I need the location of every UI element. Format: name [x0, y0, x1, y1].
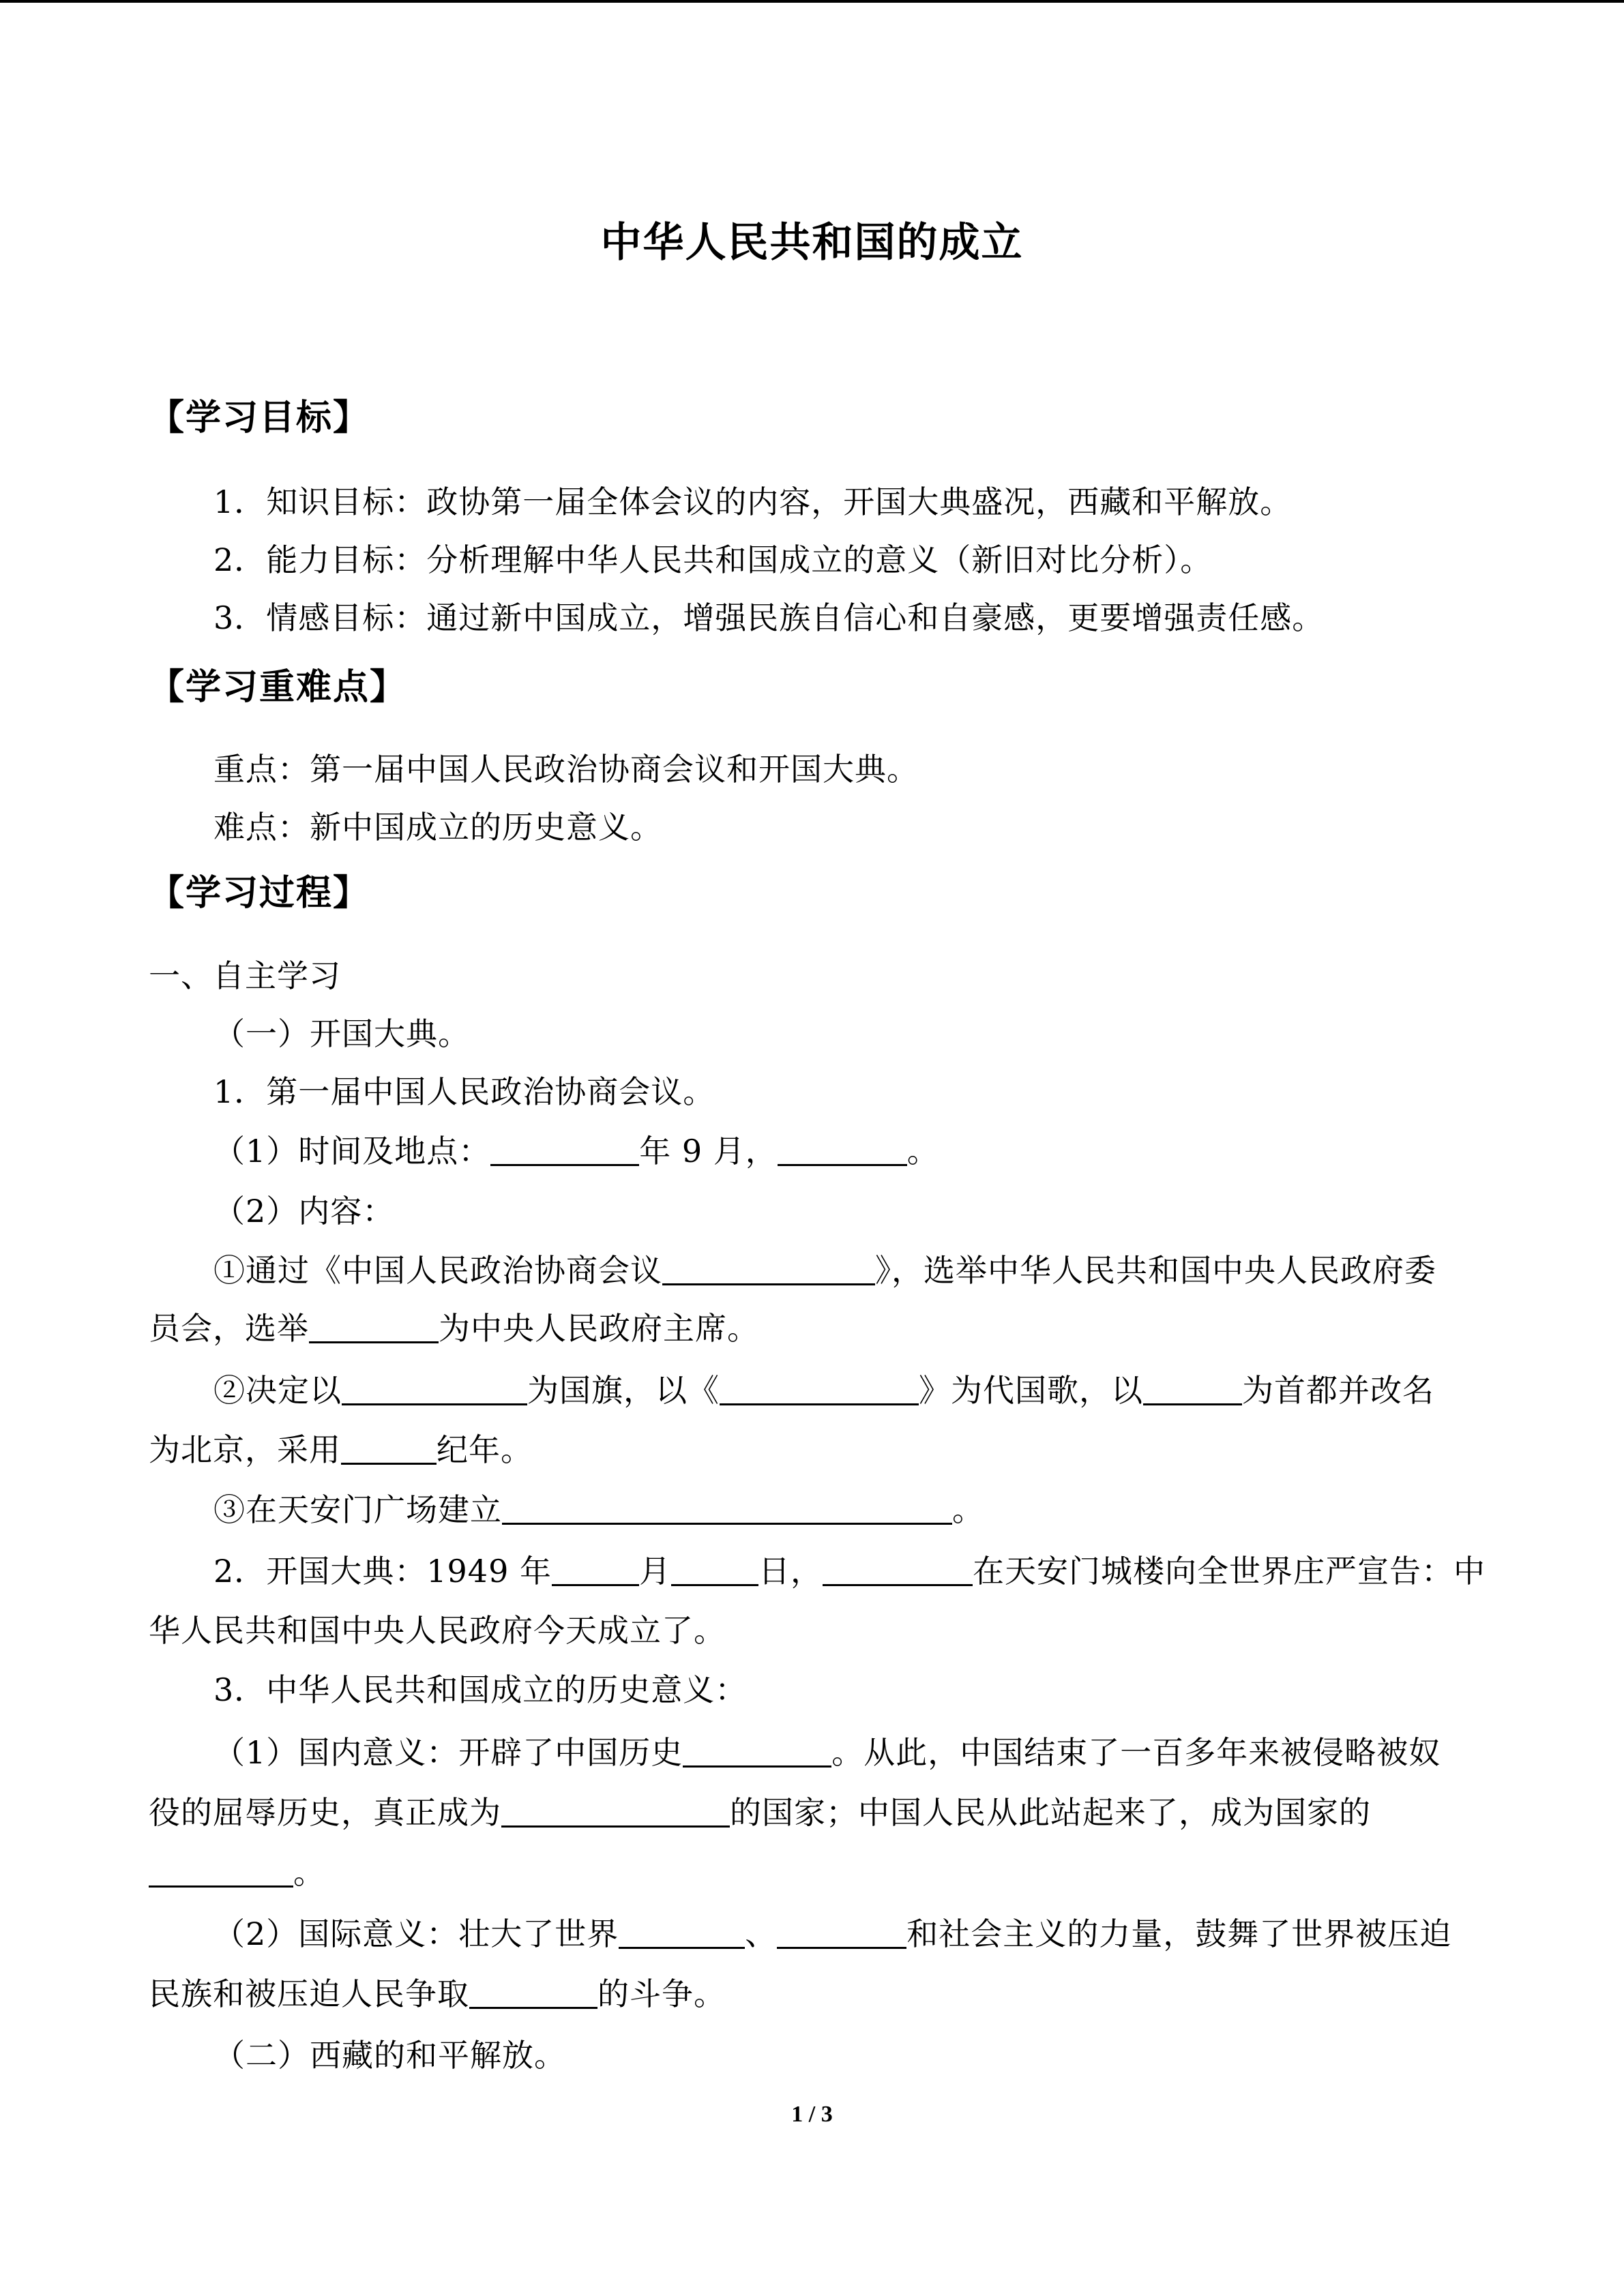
content-text: 。 — [293, 1854, 325, 1891]
blank-calendar[interactable] — [341, 1431, 437, 1465]
significance-domestic-cont — [149, 1788, 1371, 1833]
blank-liberation[interactable] — [469, 1976, 597, 2009]
content-text: 役的屈辱历史，真正成为 — [149, 1794, 501, 1831]
objective-item: 3．情感目标：通过新中国成立，增强民族自信心和自豪感，更要增强责任感。 — [213, 599, 1325, 636]
content-text: 》为代国歌，以 — [919, 1372, 1143, 1409]
significance-domestic — [213, 1728, 1441, 1773]
heading-objectives: 【学习目标】 — [149, 397, 370, 438]
heading-keypoints: 【学习重难点】 — [149, 666, 407, 708]
blank-new-era[interactable] — [683, 1734, 831, 1768]
content-item-1-cont — [149, 1304, 759, 1349]
list-item-significance: 3．中华人民共和国成立的历史意义： — [213, 1671, 748, 1708]
difficult-point: 难点：新中国成立的历史意义。 — [213, 809, 662, 846]
list-item-founding-ceremony — [213, 1547, 1486, 1592]
blank-capital[interactable] — [1143, 1372, 1242, 1405]
blank-monument[interactable] — [502, 1491, 952, 1525]
key-point: 重点：第一届中国人民政治协商会议和开国大典。 — [213, 751, 919, 788]
content-text: 日， — [758, 1553, 823, 1590]
content-text: 和社会主义的力量，鼓舞了世界被压迫 — [906, 1915, 1452, 1952]
content-text: （1）国内意义：开辟了中国历史 — [213, 1734, 683, 1771]
content-text: 为中央人民政府主席。 — [439, 1310, 759, 1347]
list-item: 1．第一届中国人民政治协商会议。 — [213, 1073, 715, 1110]
question-text: 。 — [906, 1133, 939, 1169]
subsection-title: （一）开国大典。 — [213, 1015, 470, 1052]
blank-masters[interactable] — [149, 1854, 293, 1888]
content-text: ③在天安门广场建立 — [213, 1491, 502, 1528]
blank-democracy[interactable] — [777, 1915, 906, 1949]
question-time-place — [213, 1127, 939, 1172]
blank-common-program[interactable] — [662, 1252, 875, 1285]
content-text: ①通过《中国人民政治协商会议 — [213, 1252, 662, 1289]
content-text: 为首都并改名 — [1242, 1372, 1434, 1409]
content-text: 为北京，采用 — [149, 1431, 341, 1468]
content-text: 纪年。 — [437, 1431, 533, 1468]
content-text: 员会，选举 — [149, 1310, 309, 1347]
significance-domestic-end — [149, 1848, 325, 1893]
blank-anthem[interactable] — [720, 1372, 919, 1405]
blank-place[interactable] — [778, 1133, 907, 1166]
content-text: 的国家；中国人民从此站起来了，成为国家的 — [730, 1794, 1371, 1831]
blank-flag[interactable] — [342, 1372, 527, 1405]
content-text: 为国旗，以《 — [527, 1372, 720, 1409]
content-text: 。 — [952, 1491, 984, 1528]
heading-process: 【学习过程】 — [149, 872, 370, 914]
content-item-1 — [213, 1246, 1436, 1291]
content-text: ②决定以 — [213, 1372, 342, 1409]
content-text: 民族和被压迫人民争取 — [149, 1976, 469, 2012]
page-number: 1 / 3 — [791, 2102, 833, 2127]
blank-independent[interactable] — [501, 1794, 730, 1828]
top-border — [0, 0, 1624, 3]
significance-international — [213, 1909, 1451, 1954]
content-text: （2）国际意义：壮大了世界 — [213, 1915, 619, 1952]
content-item-2-cont — [149, 1425, 533, 1470]
content-item-2 — [213, 1366, 1434, 1411]
blank-announcer[interactable] — [823, 1553, 973, 1586]
list-item-founding-ceremony-cont: 华人民共和国中央人民政府今天成立了。 — [149, 1612, 726, 1649]
question-text: 年 9 月， — [639, 1133, 778, 1169]
subsection-title: （二）西藏的和平解放。 — [213, 2037, 566, 2074]
content-text: 。从此，中国结束了一百多年来被侵略被奴 — [831, 1734, 1441, 1771]
content-text: 月 — [638, 1553, 671, 1590]
content-text: 的斗争。 — [597, 1976, 726, 2012]
content-text: 2．开国大典：1949 年 — [213, 1553, 552, 1590]
blank-day[interactable] — [671, 1553, 758, 1586]
significance-international-cont — [149, 1969, 726, 2014]
page-title: 中华人民共和国的成立 — [600, 219, 1024, 267]
objective-item: 2．能力目标：分析理解中华人民共和国成立的意义（新旧对比分析）。 — [213, 541, 1213, 578]
section-title: 一、自主学习 — [149, 957, 341, 994]
content-item-3 — [213, 1485, 984, 1530]
content-text: 在天安门城楼向全世界庄严宣告：中 — [972, 1553, 1486, 1590]
content-text: 》，选举中华人民共和国中央人民政府委 — [875, 1252, 1436, 1289]
blank-peace[interactable] — [619, 1915, 745, 1949]
objective-item: 1．知识目标：政协第一届全体会议的内容，开国大典盛况，西藏和平解放。 — [213, 483, 1293, 520]
content-text: 、 — [745, 1915, 778, 1952]
question-label: （1）时间及地点： — [213, 1133, 491, 1169]
question-content: （2）内容： — [213, 1193, 395, 1229]
blank-month[interactable] — [552, 1553, 639, 1586]
blank-chairman[interactable] — [309, 1310, 439, 1343]
blank-year[interactable] — [490, 1133, 639, 1166]
